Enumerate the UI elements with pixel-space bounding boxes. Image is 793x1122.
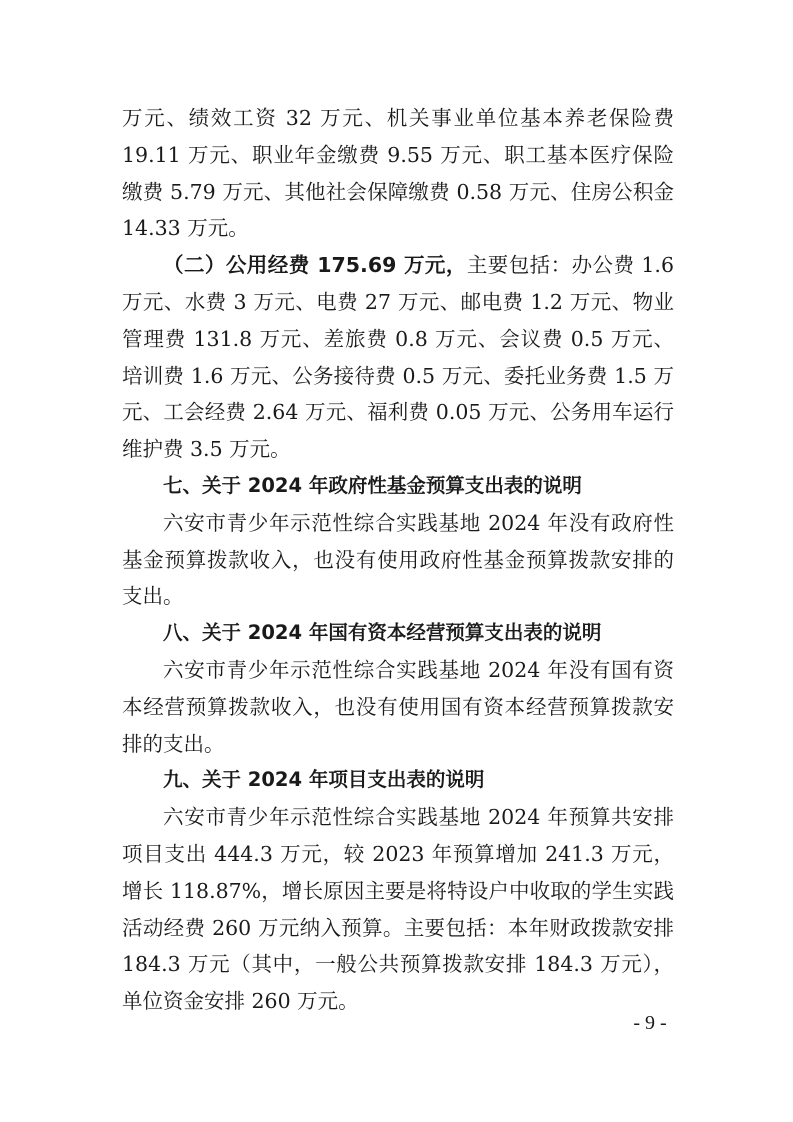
paragraph-section-8: 六安市青少年示范性综合实践基地 2024 年没有国有资本经营预算拨款收入，也没有使用国有资本经营预算拨款安排的支出。 [122,657,674,756]
page-number: - 9 - [633,1012,667,1034]
section-heading-7: 七、关于 2024 年政府性基金预算支出表的说明 [163,473,582,497]
public-funds-text: 主要包括：办公费 1.6 万元、水费 3 万元、电费 27 万元、邮电费 1.2 万元、物业管理费 131.8 万元、差旅费 0.8 万元、会议费 0.5 万元、培训费 1.6 万元、公务接待费 0.5 万元、委托业务费 1.5 万元、工会经费 2.64 万元、福利费 0.05 万元、公务用车运行维护费 3.5 万元。 [122,253,674,462]
public-funds-lead: （二）公用经费 175.69 万元， [163,253,467,278]
paragraph-section-7: 六安市青少年示范性综合实践基地 2024 年没有政府性基金预算拨款收入，也没有使用政府性基金预算拨款安排的支出。 [122,510,674,609]
paragraph-personnel-continued: 万元、绩效工资 32 万元、机关事业单位基本养老保险费 19.11 万元、职业年金缴费 9.55 万元、职工基本医疗保险缴费 5.79 万元、其他社会保障缴费 0.58 万元、住房公积金 14.33 万元。 [122,106,674,241]
section-heading-9: 九、关于 2024 年项目支出表的说明 [163,768,485,792]
paragraph-section-9: 六安市青少年示范性综合实践基地 2024 年预算共安排项目支出 444.3 万元，较 2023 年预算增加 241.3 万元，增长 118.87%，增长原因主要是将特设户中收取的学生实践活动经费 260 万元纳入预算。主要包括：本年财政拨款安排 184.3 万元（其中，一般公共预算拨款安排 184.3 万元），单位资金安排 260 万元。 [122,805,674,1014]
section-heading-8: 八、关于 2024 年国有资本经营预算支出表的说明 [163,621,602,645]
paragraph-public-funds [122,247,674,468]
document-body [122,100,674,1020]
